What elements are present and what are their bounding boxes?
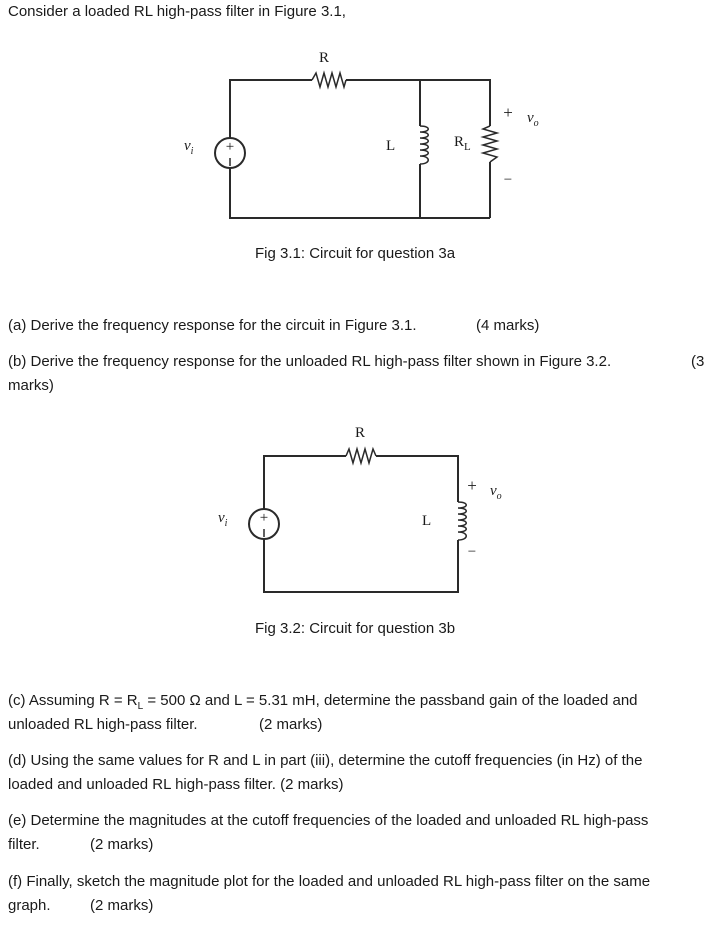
fig2-label-plus: + [467, 476, 477, 495]
part-f-line2: graph. [8, 897, 51, 914]
fig1-source-plus: + [225, 139, 235, 155]
fig2-resistor-r [346, 449, 376, 463]
fig2-label-vi: $v_i$ [218, 510, 228, 529]
intro-text: Consider a loaded RL high-pass filter in Figure 3.1, [8, 3, 346, 20]
part-c-marks: (2 marks) [259, 716, 323, 733]
fig2-wire-top-left [264, 456, 346, 510]
fig2-wire-bottom [264, 538, 458, 592]
part-b-marks-open: (3 [691, 353, 705, 370]
fig1-inductor-l [420, 126, 428, 164]
part-e-line1: (e) Determine the magnitudes at the cutoff frequencies of the loaded and unloaded RL high-pass [8, 812, 649, 829]
fig1-label-l: L [386, 138, 396, 154]
fig2-label-l: L [422, 513, 432, 529]
fig1-resistor-rl [483, 126, 497, 162]
fig1-resistor-r [312, 73, 346, 87]
part-e-marks: (2 marks) [90, 836, 154, 853]
fig1-label-minus: − [503, 172, 513, 188]
fig2-label-minus: − [467, 544, 477, 560]
part-b-marks-close: marks) [8, 377, 54, 394]
fig2-caption: Fig 3.2: Circuit for question 3b [255, 620, 456, 637]
fig1-label-vo: $v_o$ [527, 110, 539, 129]
fig2-label-vo: $v_o$ [490, 483, 502, 502]
fig1-label-rl: $R_L$ [454, 134, 471, 153]
part-d-line2: loaded and unloaded RL high-pass filter. (2 marks) [8, 776, 344, 793]
fig1-label-vi: $v_i$ [184, 138, 194, 157]
part-c-line2: unloaded RL high-pass filter. [8, 716, 198, 733]
part-e-line2: filter. [8, 836, 40, 853]
fig2-wire-top-right [376, 456, 458, 502]
fig2-label-r: R [354, 425, 366, 441]
fig2-source-plus: + [259, 510, 269, 526]
part-a-marks: (4 marks) [476, 317, 540, 334]
fig1-label-plus: + [503, 103, 513, 122]
part-c-line1: (c) Assuming $R = R_L = 500$ Ω and L = 5.31 mH, determine the passband gain of the loaded and [8, 692, 638, 712]
part-a-text: (a) Derive the frequency response for the circuit in Figure 3.1. [8, 317, 417, 334]
fig1-caption: Fig 3.1: Circuit for question 3a [255, 245, 456, 262]
fig1-label-r: R [318, 50, 330, 66]
part-f-line1: (f) Finally, sketch the magnitude plot for the loaded and unloaded RL high-pass filter on the same [8, 873, 651, 890]
fig2-inductor-l [458, 502, 466, 540]
fig1-wire-bottom [230, 168, 490, 218]
fig1-wire-top-left [230, 80, 312, 138]
part-d-line1: (d) Using the same values for R and L in part (iii), determine the cutoff frequencies (in Hz) of the [8, 752, 643, 769]
fig1-wire-top-right [420, 80, 490, 126]
part-f-marks: (2 marks) [90, 897, 154, 914]
part-b-text: (b) Derive the frequency response for the unloaded RL high-pass filter shown in Figure 3.2. [8, 353, 612, 370]
